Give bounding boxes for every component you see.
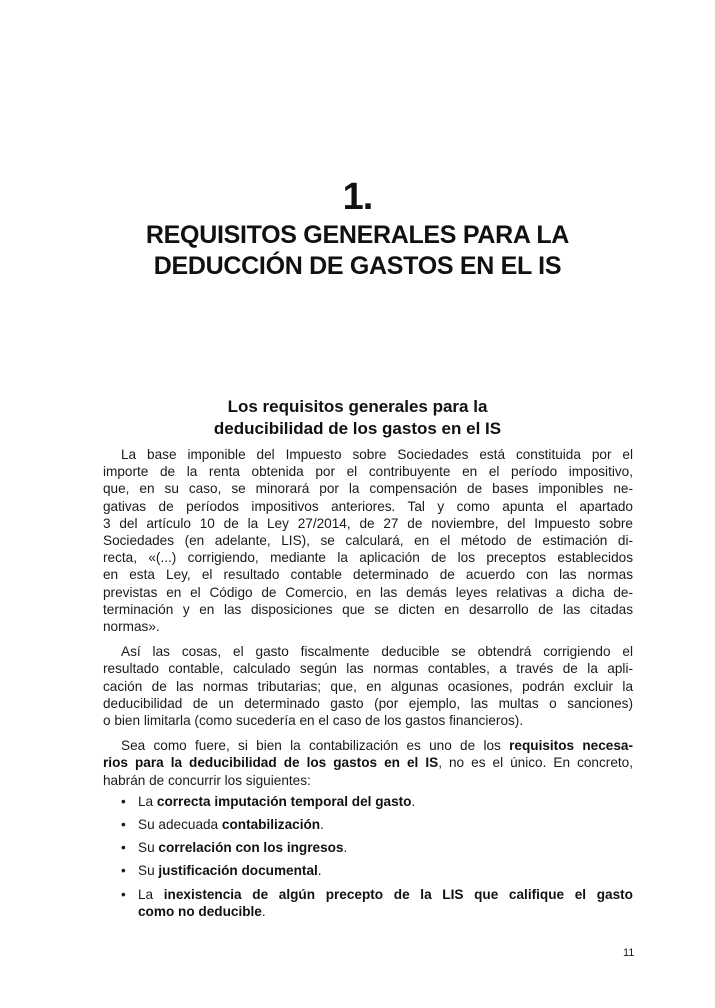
paragraph-line: Sociedades (en adelante, LIS), se calculará, en el método de estimación di- <box>103 533 633 549</box>
bullet-icon: • <box>121 863 126 879</box>
page-number: 11 <box>623 947 635 959</box>
paragraph-line: en esta Ley, el resultado contable determinado de acuerdo con las normas <box>103 567 633 583</box>
text-run: La <box>138 886 164 902</box>
section-heading-line-1: Los requisitos generales para la <box>227 397 488 416</box>
bullet-icon: • <box>121 840 126 856</box>
bullet-icon: • <box>121 817 126 833</box>
chapter-title <box>0 220 715 282</box>
paragraph-line: gativas de períodos impositivos anteriores. Tal y como apunta el apartado <box>103 498 633 514</box>
section-heading <box>0 396 715 440</box>
bold-text: justificación documental <box>158 863 318 879</box>
text-run: La <box>138 793 157 809</box>
paragraph-line: terminación y en las disposiciones que se dicten en desarrollo de las citadas <box>103 601 633 617</box>
paragraph-line: normas». <box>103 619 160 635</box>
list-item-text <box>138 839 633 856</box>
list-item-text <box>138 816 633 833</box>
list-item-text <box>138 862 633 879</box>
list-item <box>103 886 633 920</box>
chapter-number: 1. <box>342 176 373 218</box>
bold-text: requisitos necesa- <box>509 738 633 754</box>
paragraph-line: Así las cosas, el gasto fiscalmente deducible se obtendrá corrigiendo el <box>121 644 633 660</box>
text-run: . <box>317 863 322 879</box>
paragraph-line: o bien limitarla (como sucedería en el caso de los gastos financieros). <box>103 713 524 729</box>
bold-text: correlación con los ingresos <box>158 840 344 856</box>
section-heading-line-2: deducibilidad de los gastos en el IS <box>213 419 502 438</box>
paragraph-2 <box>103 643 633 729</box>
paragraph-line: resultado contable, calculado según las normas contables, a través de la apli- <box>103 661 633 677</box>
paragraph-line <box>103 737 633 754</box>
paragraph-3 <box>103 737 633 789</box>
bullet-icon: • <box>121 793 126 809</box>
text-run: Su adecuada <box>138 817 222 833</box>
text-run: . <box>320 817 324 833</box>
list-item <box>103 793 633 810</box>
paragraph-line: La base imponible del Impuesto sobre Sociedades está constituida por el <box>121 447 633 462</box>
list-item-text <box>138 886 633 903</box>
text-run: Sea como fuere, si bien la contabilización es uno de los <box>121 738 510 754</box>
paragraph-line <box>103 754 633 771</box>
paragraph-line: habrán de concurrir los siguientes: <box>103 772 311 788</box>
chapter-title-line-1: REQUISITOS GENERALES PARA LA <box>145 221 570 249</box>
text-run: . <box>261 903 266 919</box>
text-run: Su <box>138 840 159 856</box>
text-run: . <box>343 840 348 856</box>
list-item-text <box>138 903 633 920</box>
paragraph-1 <box>103 446 633 635</box>
text-run: . <box>411 793 416 809</box>
bold-text: inexistencia de algún precepto de la LIS que califique el gasto <box>163 886 633 902</box>
bullet-icon: • <box>121 886 126 902</box>
list-item <box>103 839 633 856</box>
paragraph-line: cación de las normas tributarias; que, en algunas ocasiones, podrán excluir la <box>103 678 633 694</box>
paragraph-line: importe de la renta obtenida por el contribuyente en el período impositivo, <box>103 464 633 480</box>
list-item <box>103 862 633 879</box>
requirements-list <box>103 793 633 920</box>
paragraph-line: 3 del artículo 10 de la Ley 27/2014, de 27 de noviembre, del Impuesto sobre <box>103 515 633 531</box>
body-text <box>103 446 633 926</box>
paragraph-line: que, en su caso, se minorará por la compensación de bases imponibles ne- <box>103 481 633 497</box>
chapter-title-line-2: DEDUCCIÓN DE GASTOS EN EL IS <box>153 252 562 280</box>
bold-text: correcta imputación temporal del gasto <box>156 793 412 809</box>
paragraph-line: deducibilidad de un determinado gasto (por ejemplo, las multas o sanciones) <box>103 695 633 711</box>
list-item <box>103 816 633 833</box>
bold-text: rios para la deducibilidad de los gastos en el IS <box>103 755 439 771</box>
list-item-text <box>138 793 633 810</box>
text-run: , no es el único. En concreto, <box>438 755 633 771</box>
bold-text: como no deducible <box>138 903 262 919</box>
paragraph-line: previstas en el Código de Comercio, en las demás leyes relativas a dicha de- <box>103 584 633 600</box>
bold-text: contabilización <box>221 817 321 833</box>
text-run: Su <box>138 863 159 879</box>
paragraph-line: recta, «(...) corrigiendo, mediante la aplicación de los preceptos establecidos <box>103 550 633 566</box>
